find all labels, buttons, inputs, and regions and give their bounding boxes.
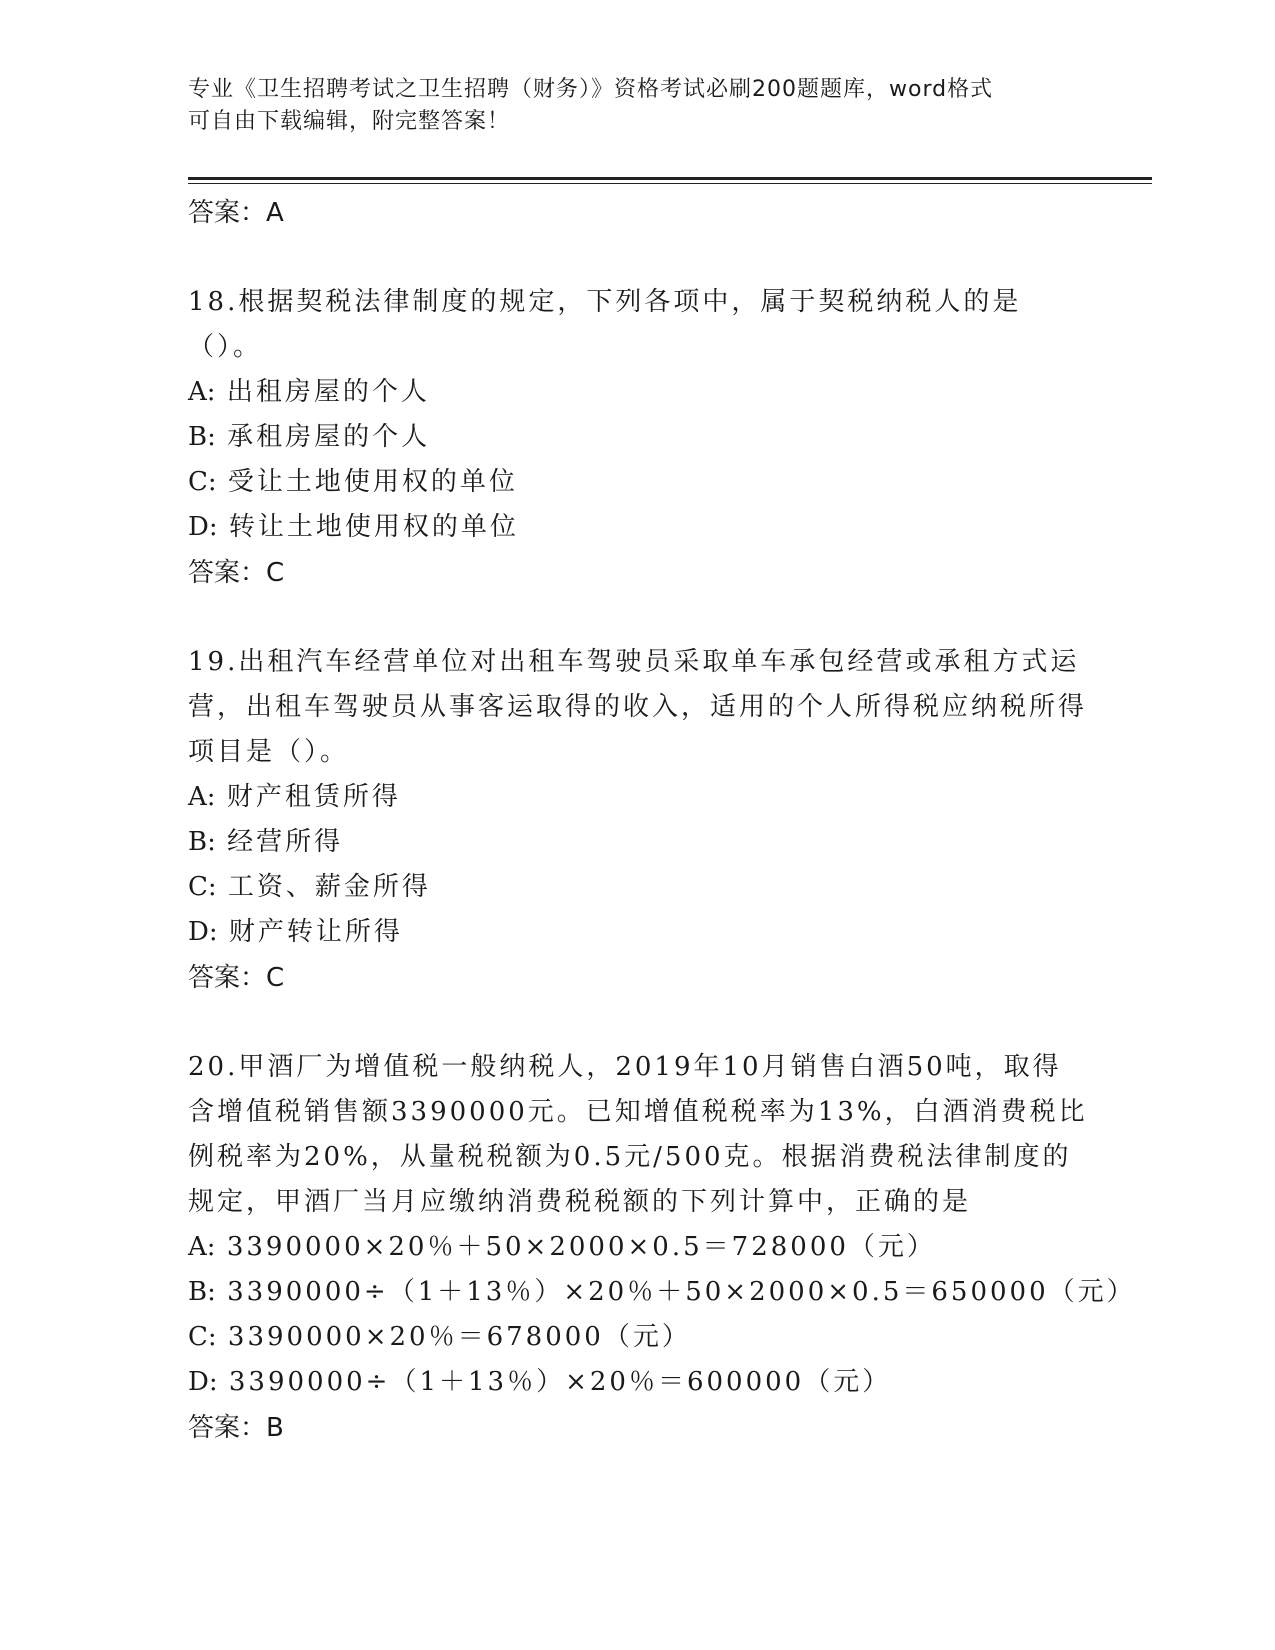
- answer: 答案：C: [188, 963, 285, 993]
- option-d: [188, 910, 1088, 955]
- option-a: [188, 775, 1088, 820]
- option-key: D:: [188, 917, 218, 947]
- question-18: [188, 280, 1088, 596]
- option-text: 工资、薪金所得: [227, 872, 431, 902]
- option-a: [188, 370, 1088, 415]
- option-a: [188, 1225, 1088, 1270]
- option-text: 3390000÷（1＋13％）×20％＝600000（元）: [228, 1367, 892, 1397]
- previous-answer: 答案：A: [188, 198, 284, 228]
- option-c: [188, 865, 1088, 910]
- option-key: D:: [188, 512, 218, 542]
- option-key: D:: [188, 1367, 218, 1397]
- option-text: 经营所得: [227, 827, 344, 857]
- header-rule-thick: [188, 177, 1152, 180]
- question-stem: 20.甲酒厂为增值税一般纳税人，2019年10月销售白酒50吨，取得含增值税销售额3390000元。已知增值税税率为13%，白酒消费税比例税率为20%，从量税税额为0.5元/500克。根据消费税法律制度的规定，甲酒厂当月应缴纳消费税税额的下列计算中，正确的是: [188, 1052, 1088, 1217]
- option-key: B:: [188, 1277, 216, 1307]
- option-text: 承租房屋的个人: [227, 422, 431, 452]
- document-body: [188, 190, 1136, 1451]
- option-text: 3390000×20％＝678000（元）: [227, 1322, 691, 1352]
- option-key: B:: [188, 827, 216, 857]
- question-stem: 18.根据契税法律制度的规定，下列各项中，属于契税纳税人的是（）。: [188, 287, 1022, 362]
- question-20: [188, 1045, 1136, 1451]
- option-b: [188, 1270, 1136, 1315]
- question-stem: 19.出租汽车经营单位对出租车驾驶员采取单车承包经营或承租方式运营，出租车驾驶员从事客运取得的收入，适用的个人所得税应纳税所得项目是（）。: [188, 647, 1088, 767]
- option-text: 3390000×20％＋50×2000×0.5＝728000（元）: [226, 1232, 936, 1262]
- header-line-2: 可自由下载编辑，附完整答案！: [188, 109, 511, 134]
- option-c: [188, 1315, 1088, 1360]
- option-text: 财产租赁所得: [226, 782, 401, 812]
- answer: 答案：B: [188, 1413, 284, 1443]
- answer: 答案：C: [188, 558, 285, 588]
- option-c: [188, 460, 1088, 505]
- option-key: C:: [188, 1322, 217, 1352]
- option-text: 受让土地使用权的单位: [227, 467, 518, 497]
- option-key: B:: [188, 422, 216, 452]
- option-key: A:: [188, 377, 216, 407]
- option-key: C:: [188, 467, 217, 497]
- document-header: [188, 74, 1088, 138]
- header-line-1: 专业《卫生招聘考试之卫生招聘（财务）》资格考试必刷200题题库，word格式: [188, 77, 994, 102]
- option-b: [188, 820, 1088, 865]
- option-text: 财产转让所得: [228, 917, 403, 947]
- option-d: [188, 1360, 1088, 1405]
- option-b: [188, 415, 1088, 460]
- option-key: C:: [188, 872, 217, 902]
- header-rule-thin: [188, 183, 1152, 184]
- option-key: A:: [188, 1232, 216, 1262]
- option-text: 出租房屋的个人: [226, 377, 430, 407]
- option-key: A:: [188, 782, 216, 812]
- question-19: [188, 640, 1088, 1001]
- option-text: 3390000÷（1＋13％）×20％＋50×2000×0.5＝650000（元）: [227, 1277, 1136, 1307]
- option-text: 转让土地使用权的单位: [228, 512, 519, 542]
- option-d: [188, 505, 1088, 550]
